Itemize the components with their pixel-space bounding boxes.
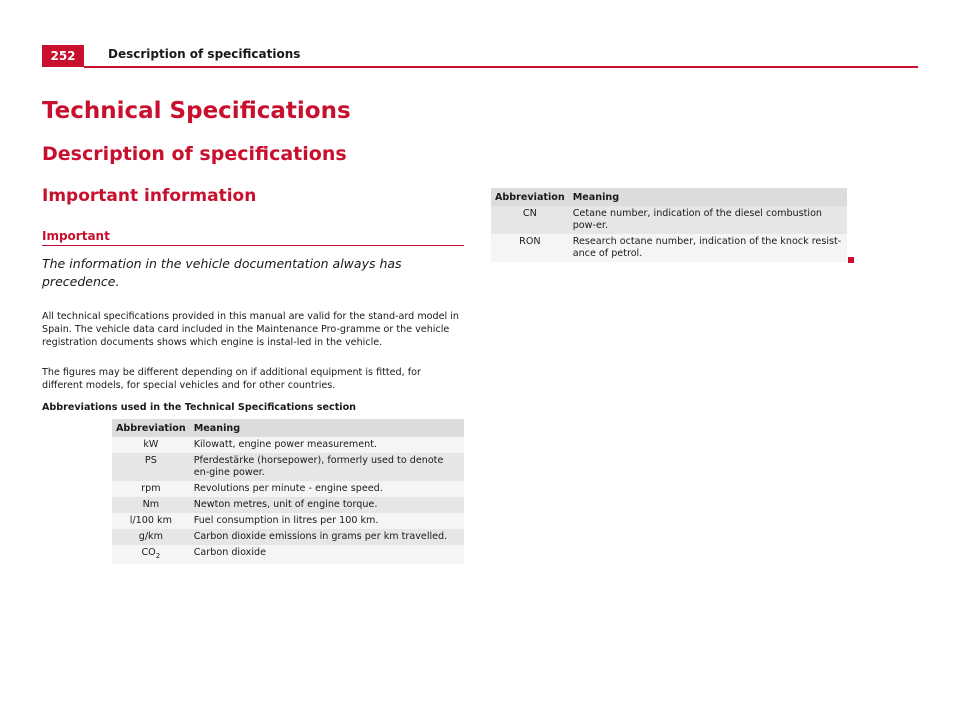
- abbreviation-cell: l/100 km: [112, 513, 190, 529]
- co2-base: CO: [141, 547, 156, 558]
- abbreviation-cell: rpm: [112, 481, 190, 497]
- meaning-cell: Fuel consumption in litres per 100 km.: [190, 513, 464, 529]
- fuel-abbreviations-table: [491, 188, 847, 262]
- abbreviation-cell: [112, 545, 190, 564]
- important-rule: [42, 245, 464, 246]
- meaning-cell: Newton metres, unit of engine torque.: [190, 497, 464, 513]
- lead-text: The information in the vehicle documentation always has precedence.: [42, 256, 402, 289]
- table-row: [112, 545, 464, 564]
- meaning-cell: Research octane number, indication of the knock resist-ance of petrol.: [569, 234, 847, 262]
- paragraph-validity: All technical specifications provided in this manual are valid for the stand-ard model in Spain. The vehicle data card included in the Maintenance Pro-gramme or the vehicle registration documents shows which engine is instal-led in the vehicle.: [42, 311, 459, 348]
- meaning-cell: Kilowatt, engine power measurement.: [190, 437, 464, 453]
- abbreviations-subheading: Abbreviations used in the Technical Specifications section: [42, 402, 357, 413]
- paragraph-figures: The figures may be different depending on if additional equipment is fitted, for different models, for special vehicles and for other countries.: [42, 367, 421, 391]
- abbreviation-cell: Nm: [112, 497, 190, 513]
- table-header-row: [491, 188, 847, 206]
- table-row: [112, 437, 464, 453]
- header-rule: [84, 66, 918, 68]
- abbreviation-cell: CN: [491, 206, 569, 234]
- section-end-marker: [848, 257, 854, 263]
- table-row: [491, 234, 847, 262]
- column-header-abbreviation: Abbreviation: [112, 419, 190, 437]
- table-row: [112, 529, 464, 545]
- meaning-cell: Revolutions per minute - engine speed.: [190, 481, 464, 497]
- table-row: [112, 453, 464, 481]
- section-title: Description of specifications: [42, 143, 347, 165]
- column-header-meaning: Meaning: [569, 188, 847, 206]
- co2-subscript: 2: [155, 551, 161, 560]
- column-header-abbreviation: Abbreviation: [491, 188, 569, 206]
- subsection-title: Important information: [42, 186, 257, 206]
- important-heading: Important: [42, 229, 110, 243]
- table-row: [491, 206, 847, 234]
- meaning-cell: Carbon dioxide: [190, 545, 464, 564]
- abbreviation-cell: RON: [491, 234, 569, 262]
- abbreviation-cell: kW: [112, 437, 190, 453]
- meaning-cell: Cetane number, indication of the diesel combustion pow-er.: [569, 206, 847, 234]
- table-header-row: [112, 419, 464, 437]
- table-row: [112, 481, 464, 497]
- table-row: [112, 513, 464, 529]
- page-number: 252: [42, 45, 84, 67]
- running-header-title: Description of specifications: [108, 47, 301, 61]
- column-header-meaning: Meaning: [190, 419, 464, 437]
- abbreviations-table: [112, 419, 464, 564]
- abbreviation-cell: g/km: [112, 529, 190, 545]
- chapter-title: Technical Specifications: [42, 98, 351, 124]
- meaning-cell: Pferdestärke (horsepower), formerly used to denote en-gine power.: [190, 453, 464, 481]
- meaning-cell: Carbon dioxide emissions in grams per km travelled.: [190, 529, 464, 545]
- table-row: [112, 497, 464, 513]
- abbreviation-cell: PS: [112, 453, 190, 481]
